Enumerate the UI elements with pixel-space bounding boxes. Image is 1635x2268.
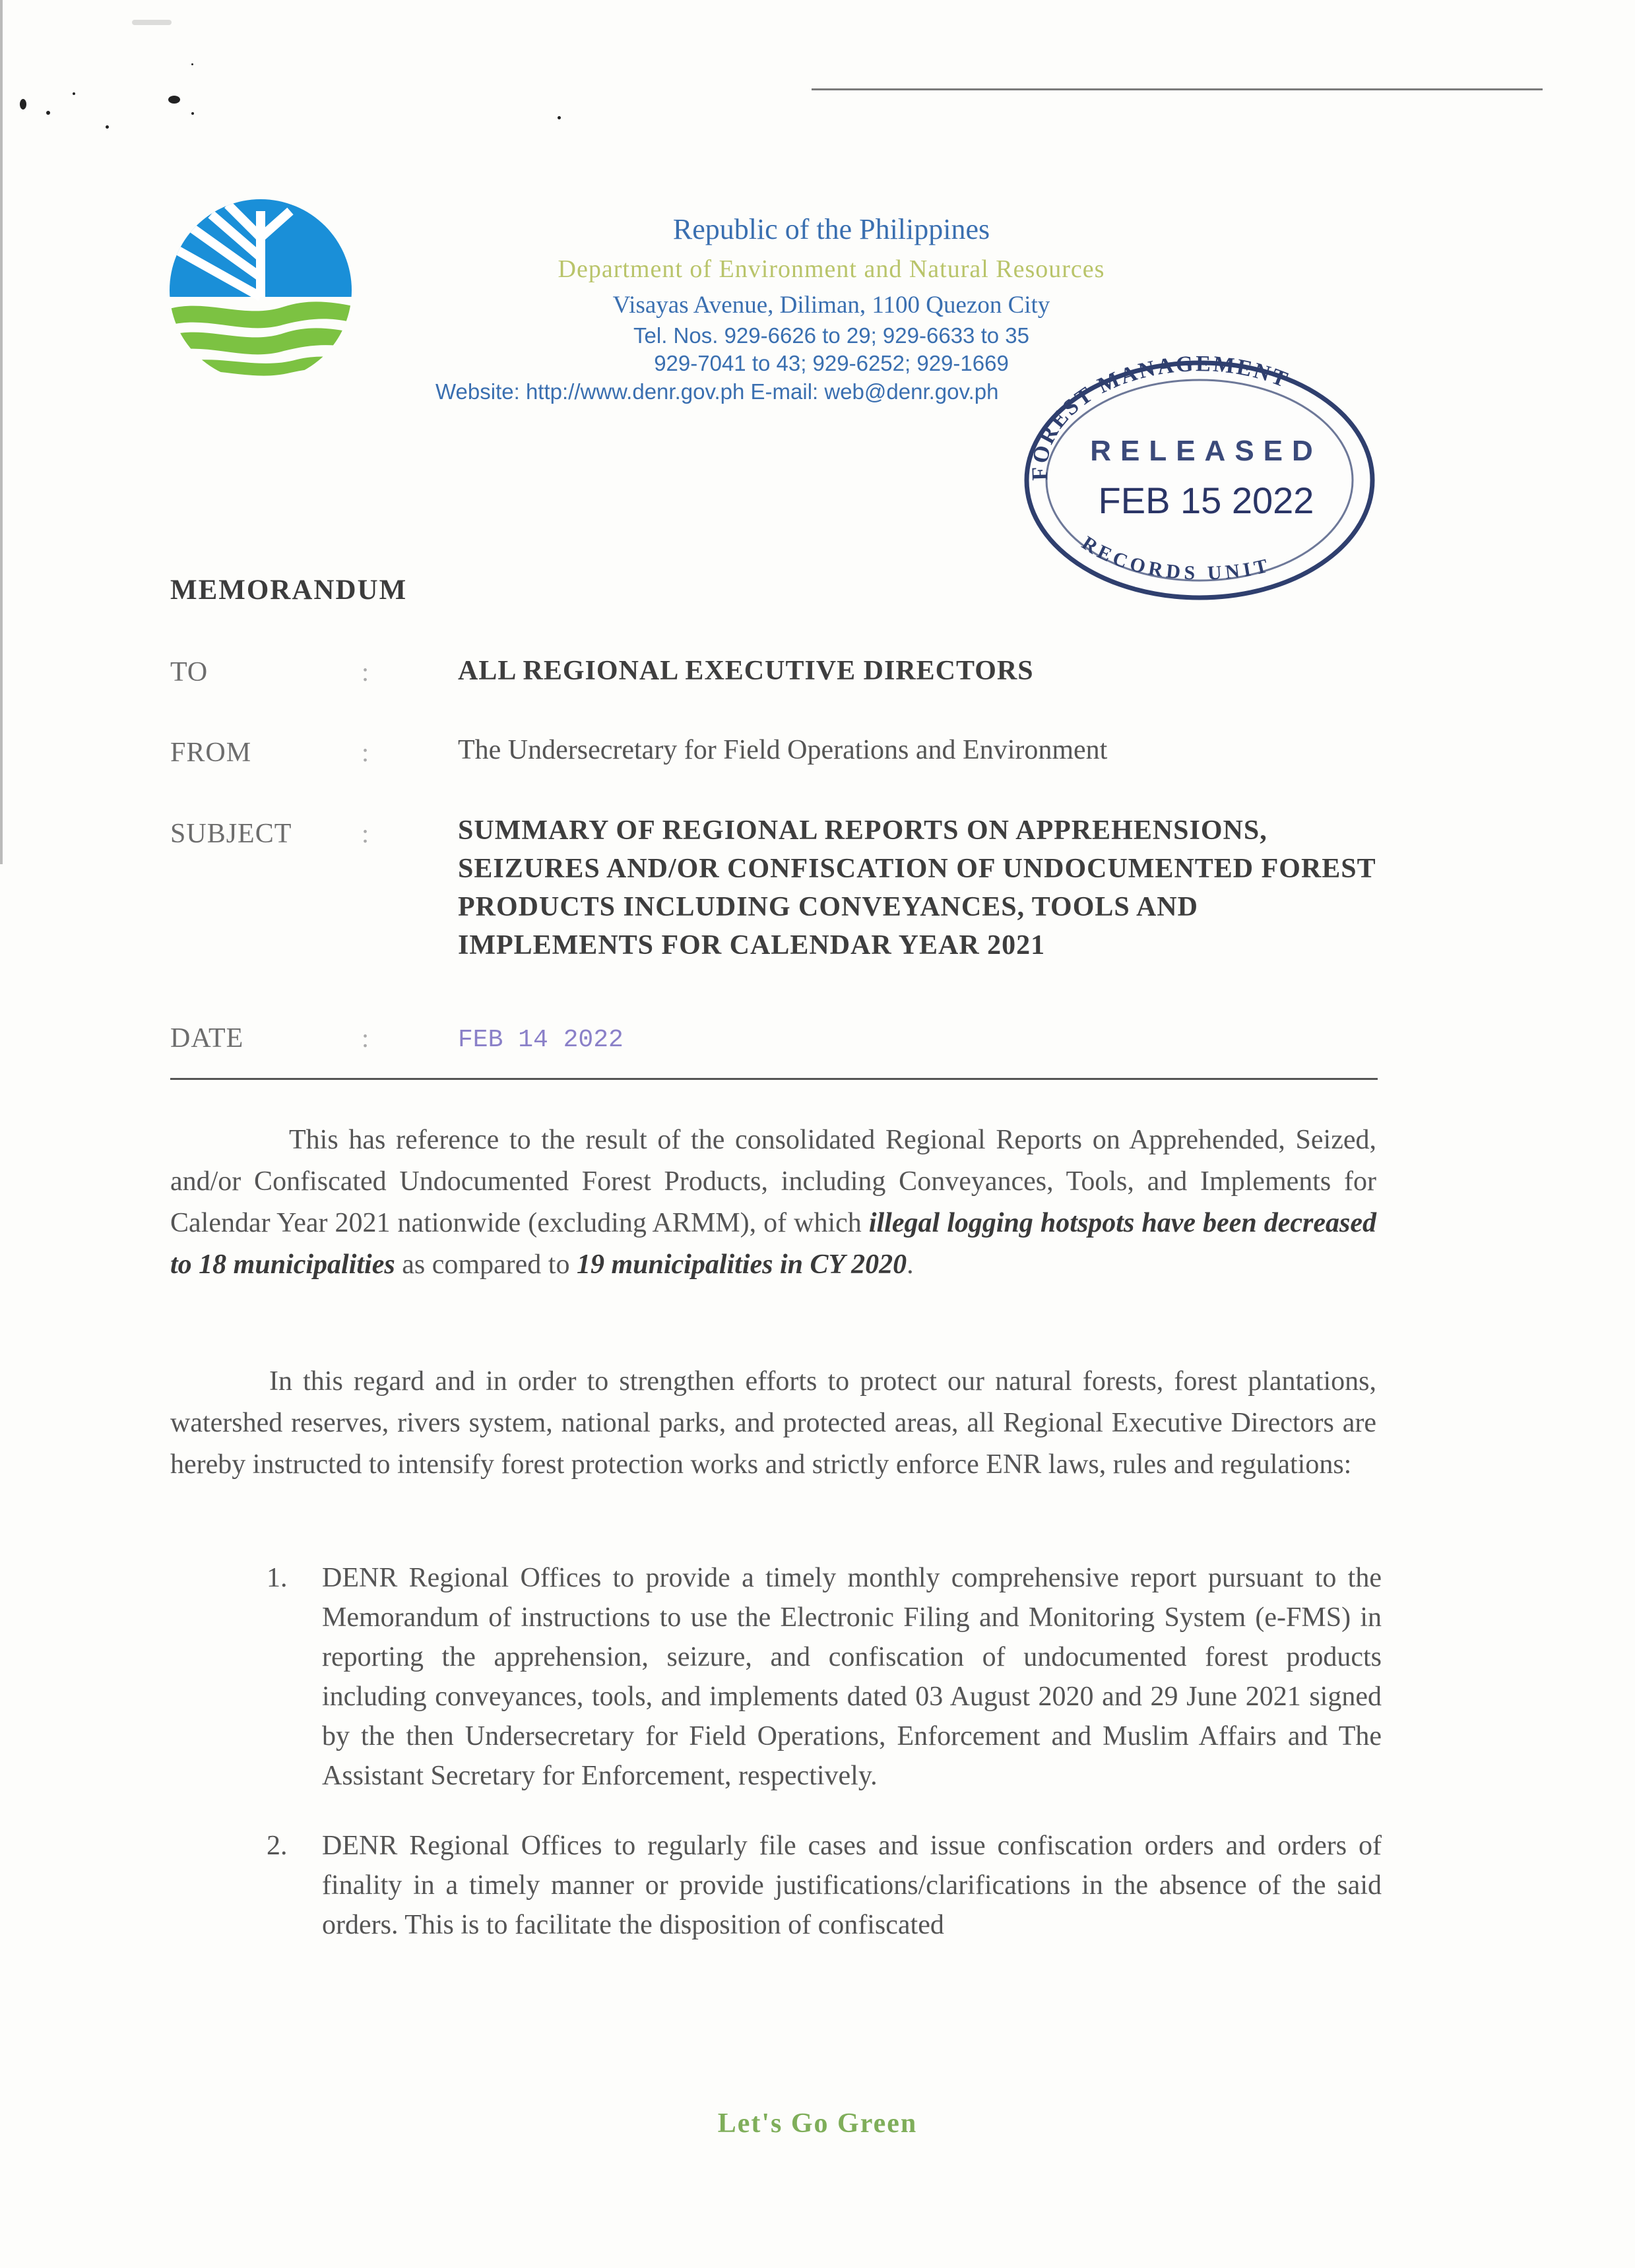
released-stamp	[1008, 348, 1378, 607]
letterhead-tel-1: Tel. Nos. 929-6626 to 29; 929-6633 to 35	[633, 323, 1029, 348]
denr-logo	[165, 198, 356, 384]
p1-text-a: This has reference to the result of the consolidated Regional Reports on Apprehended, Seized, and/or Confiscated Undocumented Forest Products, including Conveyances, Tools, and Implements for Calendar Year 2021 nationwide (excluding ARMM), of which	[170, 1125, 1376, 1238]
list-item	[267, 1826, 1382, 1945]
to-label: TO	[170, 657, 208, 687]
subject-colon: :	[362, 819, 369, 848]
footer-slogan: Let's Go Green	[717, 2108, 918, 2139]
scan-top-line	[812, 88, 1543, 90]
subject-label: SUBJECT	[170, 819, 292, 849]
paragraph-1	[170, 1119, 1376, 1286]
scan-left-edge	[0, 0, 3, 864]
p1-text-c: as compared to	[395, 1249, 577, 1280]
stamp-status: RELEASED	[1090, 435, 1322, 467]
subject-value: SUMMARY OF REGIONAL REPORTS ON APPREHENSIONS, SEIZURES AND/OR CONFISCATION OF UNDOCUMENTED FOREST PRODUCTS INCLUDING CONVEYANCES, TOOLS AND IMPLEMENTS FOR CALENDAR YEAR 2021	[458, 815, 1376, 961]
letterhead-address: Visayas Avenue, Diliman, 1100 Quezon City	[612, 292, 1050, 319]
p1-emphasis-2020: 19 municipalities in CY 2020	[576, 1249, 907, 1280]
list-item-text: DENR Regional Offices to provide a timely monthly comprehensive report pursuant to the Memorandum of instructions to use the Electronic Filing and Monitoring System (e-FMS) in reporting the apprehension, seizure, and confiscation of undocumented forest products including conveyances, tools, and implements dated 03 August 2020 and 29 June 2021 signed by the then Undersecretary for Field Operations, Enforcement and Muslim Affairs and The Assistant Secretary for Enforcement, respectively.	[322, 1563, 1382, 1791]
instruction-list	[267, 1558, 1382, 1975]
p1-text-e: .	[907, 1249, 914, 1280]
from-colon: :	[362, 738, 369, 767]
memo-title: MEMORANDUM	[170, 575, 408, 606]
paragraph-2: In this regard and in order to strengthen efforts to protect our natural forests, forest plantations, watershed reserves, rivers system, national parks, and protected areas, all Regional Executive Directors are hereby instructed to intensify forest protection works and strictly enforce ENR laws, rules and regulations:	[170, 1366, 1376, 1480]
to-value: ALL REGIONAL EXECUTIVE DIRECTORS	[458, 656, 1034, 686]
date-value: FEB 14 2022	[458, 1026, 624, 1054]
letterhead-republic: Republic of the Philippines	[672, 213, 990, 245]
stamp-arc-text: FOREST MANAGEMENT	[1027, 352, 1293, 482]
date-colon: :	[362, 1023, 369, 1053]
letterhead-web: Website: http://www.denr.gov.ph E-mail: web@denr.gov.ph	[435, 379, 999, 404]
p1-emphasis-hotspots: illegal logging hotspots have been decreased to 18 municipalities	[170, 1208, 1376, 1280]
from-value: The Undersecretary for Field Operations and Environment	[458, 735, 1108, 765]
to-colon: :	[362, 657, 369, 687]
list-item-text: DENR Regional Offices to regularly file cases and issue confiscation orders and orders of finality in a timely manner or provide justifications/clarifications in the absence of the said orders. This is to facilitate the disposition of confiscated	[322, 1831, 1382, 1940]
stamp-bottom-text: RECORDS UNIT	[1077, 532, 1274, 584]
list-item	[267, 1558, 1382, 1796]
list-item-number: 2.	[267, 1831, 288, 1861]
header-divider	[170, 1078, 1378, 1080]
list-item-number: 1.	[267, 1563, 288, 1593]
date-label: DATE	[170, 1023, 244, 1054]
from-label: FROM	[170, 738, 252, 768]
stamp-date: FEB 15 2022	[1098, 480, 1314, 521]
letterhead-department: Department of Environment and Natural Resources	[558, 255, 1105, 283]
letterhead-tel-2: 929-7041 to 43; 929-6252; 929-1669	[654, 351, 1009, 375]
